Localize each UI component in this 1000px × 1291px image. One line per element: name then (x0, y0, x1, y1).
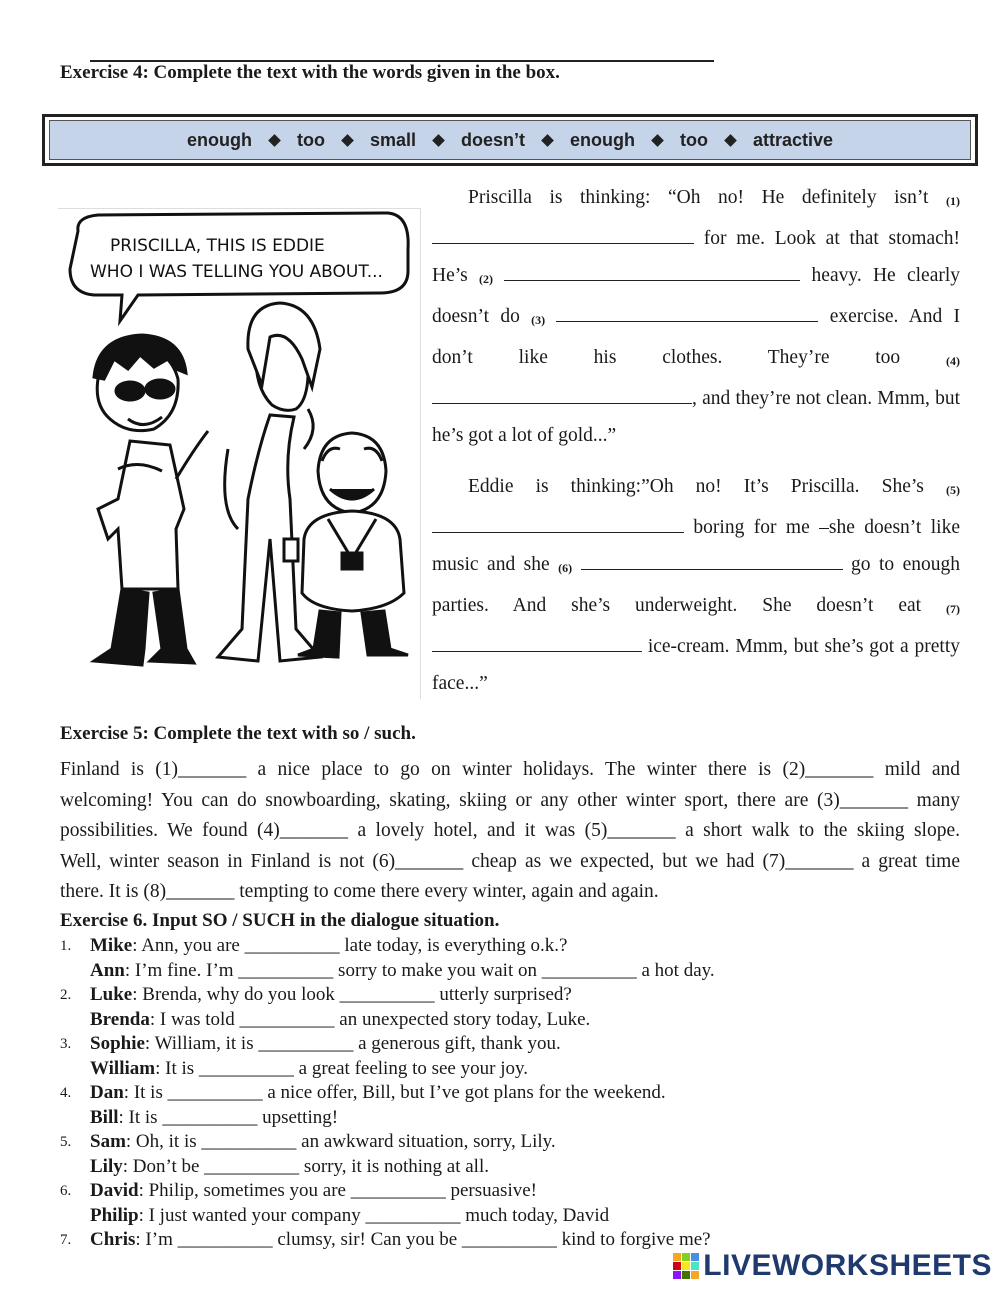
blank-number-4: (4) (946, 354, 960, 368)
speaker-name: Mike (90, 935, 133, 956)
p2-text-d: ice-cream. Mmm, but she’s got a pretty face...” (432, 636, 961, 694)
dialogue-text[interactable]: : I’m __________ clumsy, sir! Can you be __________ kind to forgive me? (135, 1229, 711, 1250)
speaker-name: Philip (90, 1204, 139, 1226)
speaker-name: Brenda (90, 1008, 150, 1030)
exercise5-line: welcoming! You can do snowboarding, skating, skiing or any other winter sport, there are (3)_______ many (60, 789, 960, 811)
dialogue-number: 2. (60, 987, 72, 1003)
dialogue-text[interactable]: : I’m fine. I’m __________ sorry to make you wait on __________ a hot day. (124, 959, 715, 981)
dialogue-row (60, 983, 940, 1008)
word-box-word: small (369, 129, 416, 150)
dialogue-row (60, 1179, 940, 1204)
speaker-name: Ann (90, 959, 125, 981)
word-box-word: too (680, 129, 708, 150)
dialogue-line (90, 959, 715, 984)
dialogue-row (60, 959, 940, 984)
dialogue-line (90, 1155, 489, 1180)
dialogue-number: 3. (60, 1036, 72, 1052)
blank-number-5: (5) (946, 483, 960, 497)
dialogue-row (60, 934, 940, 959)
dialogue-row (60, 1106, 940, 1131)
blank-7[interactable] (432, 631, 642, 652)
dialogue-line (90, 1106, 338, 1131)
speaker-name: Luke (90, 984, 133, 1005)
word-box-word: attractive (752, 129, 834, 150)
word-box-inner (49, 120, 971, 160)
speaker-name: Lily (90, 1155, 123, 1177)
dialogue-line (90, 934, 567, 959)
exercise6-title: Exercise 6. Input SO / SUCH in the dialogue situation. (60, 910, 500, 931)
word-box-word: enough (186, 129, 252, 150)
dialogue-line (90, 983, 572, 1008)
dialogue-text[interactable]: : It is __________ upsetting! (118, 1106, 339, 1128)
exercise6-dialogue (60, 934, 940, 1253)
exercise4-passage (432, 179, 960, 702)
dialogue-row (60, 1155, 940, 1180)
dialogue-line (90, 1228, 711, 1253)
exercise5-text (60, 755, 960, 908)
blank-number-3: (3) (531, 313, 546, 327)
word-box-word: enough (570, 129, 635, 150)
dialogue-row (60, 1057, 940, 1082)
cartoon-image (58, 209, 420, 699)
blank-6[interactable] (581, 549, 843, 570)
p1-text-b: for me. Look at that stomach! He’s (432, 228, 961, 286)
exercise5-title: Exercise 5: Complete the text with so / such. (60, 723, 416, 744)
blank-number-1: (1) (946, 194, 961, 208)
dialogue-text[interactable]: : Philip, sometimes you are __________ persuasive! (138, 1180, 537, 1201)
bubble-line-1: PRISCILLA, THIS IS EDDIE (110, 236, 325, 256)
p2-text-b: boring for me –she doesn’t like music and she (432, 517, 961, 575)
speaker-name: Chris (90, 1229, 136, 1250)
speaker-name: William (90, 1057, 156, 1079)
exercise4-title: Exercise 4: Complete the text with the words given in the box. (60, 62, 560, 83)
dialogue-number: 5. (60, 1134, 72, 1150)
blank-5[interactable] (432, 512, 684, 533)
speaker-name: Bill (90, 1106, 119, 1128)
p2-text-c: go to enough parties. And she’s underweight. She doesn’t eat (432, 554, 961, 616)
dialogue-text[interactable]: : Ann, you are __________ late today, is everything o.k.? (132, 935, 568, 956)
p1-text-e: , and they’re not clean. Mmm, but he’s got a lot of gold...” (432, 388, 960, 446)
dialogue-line (90, 1081, 666, 1106)
blank-3[interactable] (556, 301, 818, 322)
word-box-word: too (296, 129, 325, 150)
dialogue-row (60, 1008, 940, 1033)
dialogue-line (90, 1057, 528, 1082)
logo-grid-icon (673, 1253, 699, 1279)
speaker-name: Sam (90, 1131, 126, 1152)
p2-text-a: Eddie is thinking:”Oh no! It’s Priscilla. She’s (468, 476, 924, 497)
speaker-name: Sophie (90, 1033, 145, 1054)
dialogue-text[interactable]: : Brenda, why do you look __________ utterly surprised? (132, 984, 572, 1005)
dialogue-row (60, 1204, 940, 1229)
diamond-bullet-icon (341, 134, 354, 147)
diamond-bullet-icon (268, 134, 281, 147)
diamond-bullet-icon (432, 134, 445, 147)
exercise5-line: Well, winter season in Finland is not (6)_______ cheap as we expected, but we had (7)_______ a great time (60, 850, 960, 872)
blank-2[interactable] (504, 260, 800, 281)
dialogue-line (90, 1130, 556, 1155)
liveworksheets-logo (673, 1249, 992, 1283)
dialogue-line (90, 1179, 537, 1204)
logo-text: LIVEWORKSHEETS (703, 1249, 992, 1282)
dialogue-text[interactable]: : It is __________ a great feeling to see your joy. (155, 1057, 528, 1079)
dialogue-row (60, 1032, 940, 1057)
blank-number-7: (7) (946, 602, 960, 616)
dialogue-number: 4. (60, 1085, 72, 1101)
dialogue-line (90, 1008, 590, 1033)
dialogue-text[interactable]: : It is __________ a nice offer, Bill, but I’ve got plans for the weekend. (123, 1082, 666, 1103)
passage-paragraph-2 (432, 468, 960, 702)
dialogue-line (90, 1032, 561, 1057)
exercise5-line: possibilities. We found (4)_______ a lovely hotel, and it was (5)_______ a short walk to the skiing slope. (60, 820, 960, 841)
speaker-name: David (90, 1180, 139, 1201)
dialogue-text[interactable]: : I just wanted your company __________ much today, David (138, 1204, 610, 1226)
comic-illustration (58, 208, 421, 699)
exercise5-line: Finland is (1)_______ a nice place to go on winter holidays. The winter there is (2)_______ mild and (60, 759, 960, 780)
dialogue-number: 1. (60, 938, 72, 954)
blank-4[interactable] (432, 383, 692, 404)
blank-number-2: (2) (479, 272, 494, 286)
diamond-bullet-icon (541, 134, 554, 147)
speaker-name: Dan (90, 1082, 124, 1103)
dialogue-row (60, 1081, 940, 1106)
bubble-line-2: WHO I WAS TELLING YOU ABOUT... (90, 262, 383, 282)
dialogue-row (60, 1130, 940, 1155)
p1-text-a: Priscilla is thinking: “Oh no! He definitely isn’t (468, 187, 929, 208)
dialogue-text[interactable]: : William, it is __________ a generous gift, thank you. (144, 1033, 561, 1054)
blank-number-6: (6) (558, 561, 573, 575)
p1-text-c: heavy. He clearly doesn’t do (432, 265, 961, 327)
passage-paragraph-1 (432, 179, 960, 454)
dialogue-text[interactable]: : Don’t be __________ sorry, it is nothing at all. (122, 1155, 489, 1177)
exercise5-line: there. It is (8)_______ tempting to come there every winter, again and again. (60, 881, 659, 902)
dialogue-text[interactable]: : Oh, it is __________ an awkward situation, sorry, Lily. (125, 1131, 556, 1152)
diamond-bullet-icon (651, 134, 664, 147)
p1-text-d: exercise. And I don’t like his clothes. They’re too (432, 306, 960, 368)
dialogue-line (90, 1204, 609, 1229)
word-box-word: doesn’t (460, 129, 525, 150)
dialogue-number: 6. (60, 1183, 72, 1199)
word-box (42, 114, 978, 166)
dialogue-text[interactable]: : I was told __________ an unexpected story today, Luke. (149, 1008, 591, 1030)
diamond-bullet-icon (724, 134, 737, 147)
dialogue-number: 7. (60, 1232, 72, 1248)
blank-1[interactable] (432, 223, 694, 244)
